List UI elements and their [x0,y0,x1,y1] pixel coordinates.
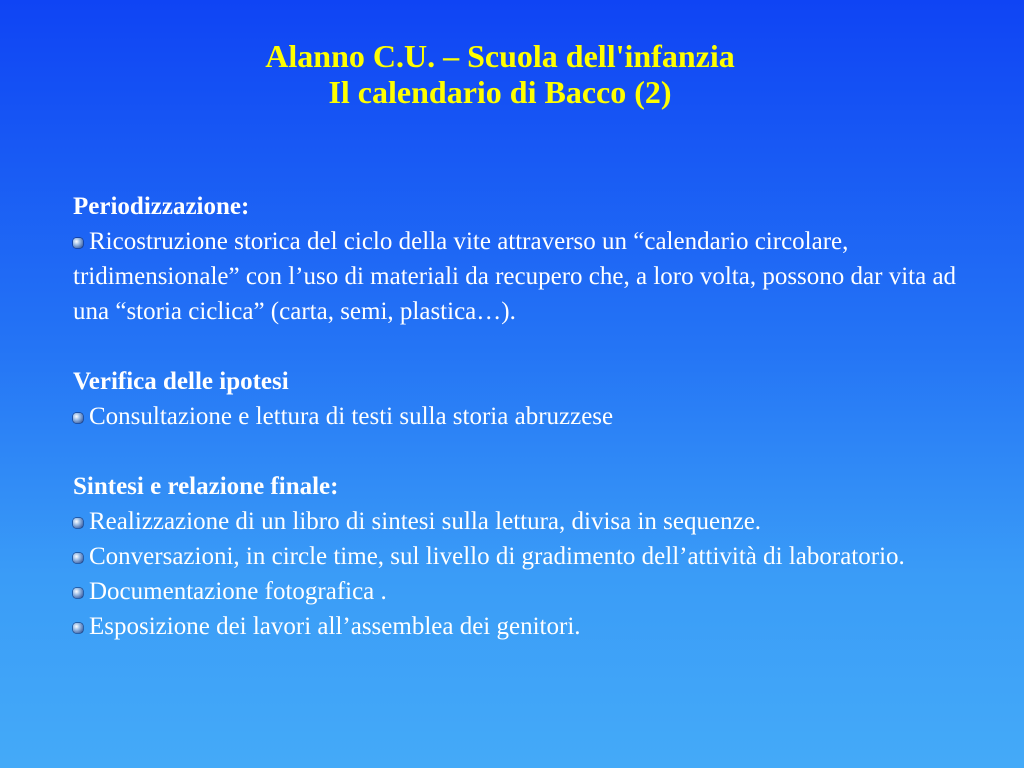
title-line-1: Alanno C.U. – Scuola dell'infanzia [265,38,735,74]
square-bullet-icon [73,413,83,423]
square-bullet-icon [73,518,83,528]
bullet-item [73,609,993,644]
bullet-item [73,539,993,574]
section-sintesi [73,469,993,644]
bullet-item [73,399,993,434]
slide-content [73,189,993,644]
title-line-2: Il calendario di Bacco (2) [328,74,672,110]
square-bullet-icon [73,553,83,563]
bullet-text: Esposizione dei lavori all’assemblea dei genitori. [89,613,581,640]
section-heading: Sintesi e relazione finale: [73,473,339,500]
square-bullet-icon [73,238,83,248]
section-verifica [73,364,993,434]
section-heading: Verifica delle ipotesi [73,368,289,395]
section-periodizzazione [73,189,993,329]
bullet-text: Realizzazione di un libro di sintesi sulla lettura, divisa in sequenze. [89,508,762,535]
bullet-item [73,224,993,329]
square-bullet-icon [73,623,83,633]
square-bullet-icon [73,588,83,598]
bullet-text: Ricostruzione storica del ciclo della vite attraverso un “calendario circolare, tridimensionale” con l’uso di materiali da recupero che, a loro volta, possono dar vita ad una “storia ciclica” (carta, semi, plastica…). [73,228,957,325]
bullet-item [73,504,993,539]
bullet-text: Consultazione e lettura di testi sulla storia abruzzese [89,403,614,430]
bullet-item [73,574,993,609]
section-heading: Periodizzazione: [73,193,250,220]
bullet-text: Conversazioni, in circle time, sul livello di gradimento dell’attività di laboratorio. [89,543,905,570]
slide-title [0,38,1000,110]
bullet-text: Documentazione fotografica . [89,578,387,605]
